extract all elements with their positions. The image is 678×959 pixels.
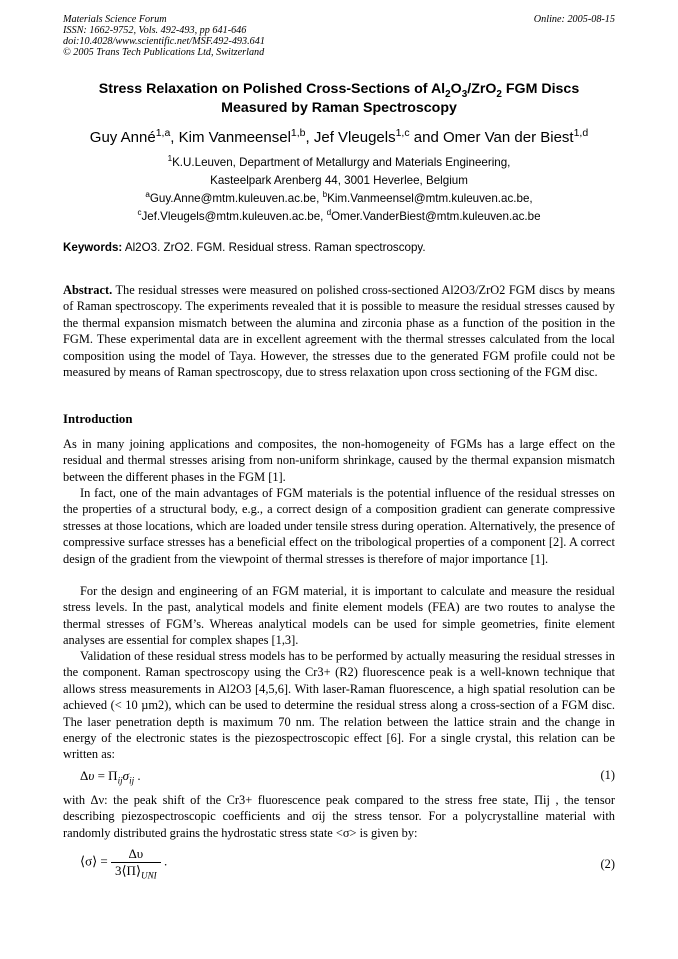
journal-name: Materials Science Forum xyxy=(63,14,167,25)
intro-paragraph-5: with Δν: the peak shift of the Cr3+ fluorescence peak compared to the stress free state, Πij , the tensor describing piezospectroscopic coefficients and σij the stress tensor. For a polycrystalline material with randomly distributed grains the hydrostatic stress state <σ> is given by: xyxy=(63,793,615,840)
email-link[interactable]: Jef.Vleugels@mtm.kuleuven.ac.be, xyxy=(141,210,324,223)
equation-1: $\Delta\upsilon = \Pi_{ij}\sigma_{ij}$ . xyxy=(80,768,141,786)
equation-1-number: (1) xyxy=(600,768,615,782)
abstract-text: The residual stresses were measured on polished cross-sectioned Al2O3/ZrO2 FGM discs by means of Raman spectroscopy. The experiments revealed that it is possible to measure the residual stresses caused by the thermal expansion mismatch between the alumina and zirconia phase as a function of the position in the FGM. These experimental data are in excellent agreement with the thermal stresses calculated from the local composition using the model of Taya. However, the stresses due to the generated FGM profile could not be measured by means of Raman spectroscopy, due to stress relaxation upon cross sectioning of the FGM disc. xyxy=(63,283,615,380)
equation-2: ⟨σ⟩ = $\frac{\Delta\upsilon}{3⟨\Pi⟩_{UNI}}$ . xyxy=(80,846,168,881)
keywords xyxy=(63,240,615,256)
keywords-text: Al2O3. ZrO2. FGM. Residual stress. Raman spectroscopy. xyxy=(124,241,426,254)
paper-title: Stress Relaxation on Polished Cross-Sections of $Al_2O_3/ZrO_2$ FGM Discs Measured by Raman Spectroscopy xyxy=(98,81,580,116)
author-affil: 1,b xyxy=(290,127,306,139)
author-list: Guy Anné$^{1,a}$, Kim Vanmeensel$^{1,b}$, Jef Vleugels$^{1,c}$ and Omer Van der Biest$^{1,d}$ xyxy=(89,127,589,146)
author-name: Omer Van der Biest xyxy=(442,129,574,146)
author-affil: 1,d xyxy=(573,127,589,139)
author-name: Jef Vleugels xyxy=(313,129,396,146)
affil-line-2: Kasteelpark Arenberg 44, 3001 Heverlee, Belgium xyxy=(210,174,468,187)
title-part: O xyxy=(450,81,462,97)
title-line-2: Measured by Raman Spectroscopy xyxy=(221,100,457,116)
section-heading: Introduction xyxy=(63,412,133,426)
intro-paragraph-4: Validation of these residual stress models has to be performed by actually measuring the residual stresses in the component. Raman spectroscopy using the Cr3+ (R2) fluorescence peak is a well-known technique that allows stress measurements in Al2O3 [4,5,6]. With laser-Raman fluorescence, a high spatial resolution can be achieved (< 10 µm2), which can be used to determine the residual stress along a cross-section of a FGM disc. The laser penetration depth is maximum 70 nm. The relation between the lattice strain and the change in energy of the electronic states is the piezospectroscopic effect [6]. For a single crystal, this relation can be written as: xyxy=(63,649,615,762)
author-affil: 1,c xyxy=(395,127,410,139)
keywords-label: Keywords: xyxy=(63,241,123,254)
author-name: Guy Anné xyxy=(89,129,156,146)
journal-header xyxy=(63,14,615,58)
abstract-label: Abstract. xyxy=(63,283,113,297)
abstract xyxy=(63,282,615,380)
author-emails: $^a$Guy.Anne@mtm.kuleuven.ac.be, $^b$Kim.Vanmeensel@mtm.kuleuven.ac.be, $^c$Jef.Vleugels@mtm.kuleuven.ac.be, $^d$Omer.VanderBiest@mtm.kuleuven.ac.be xyxy=(137,190,541,223)
copyright: © 2005 Trans Tech Publications Ltd, Switzerland xyxy=(63,47,265,58)
title-part: FGM Discs xyxy=(501,81,580,97)
online-date: Online: 2005-08-15 xyxy=(533,14,615,25)
title-part: Stress Relaxation on Polished Cross-Sections of Al xyxy=(98,81,446,97)
email-link[interactable]: Guy.Anne@mtm.kuleuven.ac.be, xyxy=(149,192,320,205)
intro-paragraph-1: As in many joining applications and composites, the non-homogeneity of FGMs has a large effect on the residual and thermal stresses arising from non-uniform shrinkage, caused by the thermal expansion mismatch between the different phases in the FGM [1]. xyxy=(63,437,615,484)
affil-line-1: K.U.Leuven, Department of Metallurgy and Materials Engineering, xyxy=(172,156,511,169)
issn: ISSN: 1662-9752, Vols. 492-493, pp 641-646 xyxy=(63,25,247,36)
title-part: /ZrO xyxy=(467,81,497,97)
doi: doi:10.4028/www.scientific.net/MSF.492-493.641 xyxy=(63,36,265,47)
affil-marker: 1 xyxy=(167,154,173,164)
email-link[interactable]: Kim.Vanmeensel@mtm.kuleuven.ac.be, xyxy=(327,192,533,205)
author-name: Kim Vanmeensel xyxy=(178,129,291,146)
equation-2-number: (2) xyxy=(600,857,615,871)
email-link[interactable]: Omer.VanderBiest@mtm.kuleuven.ac.be xyxy=(331,210,541,223)
intro-paragraph-3: For the design and engineering of an FGM material, it is important to calculate and measure the residual stress levels. In the past, analytical models and finite element models (FEA) are two routes to analyse the thermal stresses of FGM’s. Whereas analytical models can be used for simple geometries, finite element analyses are essential for complex shapes [1,3]. xyxy=(63,584,615,648)
authors-and: and xyxy=(413,129,439,146)
author-affil: 1,a xyxy=(155,127,171,139)
affiliation xyxy=(20,154,658,190)
intro-paragraph-2: In fact, one of the main advantages of FGM materials is the potential influence of the residual stresses on the properties of a structural body, e.g., a correct design of a composition gradient can generate compressive stresses at those locations, which are loaded under tensile stress during operation. Alternatively, the presence of compressive surface stresses has a beneficial effect on the tribological properties of a component [2]. A correct design of the gradient from the viewpoint of thermal stresses is therefore of major importance [1]. xyxy=(63,486,615,566)
